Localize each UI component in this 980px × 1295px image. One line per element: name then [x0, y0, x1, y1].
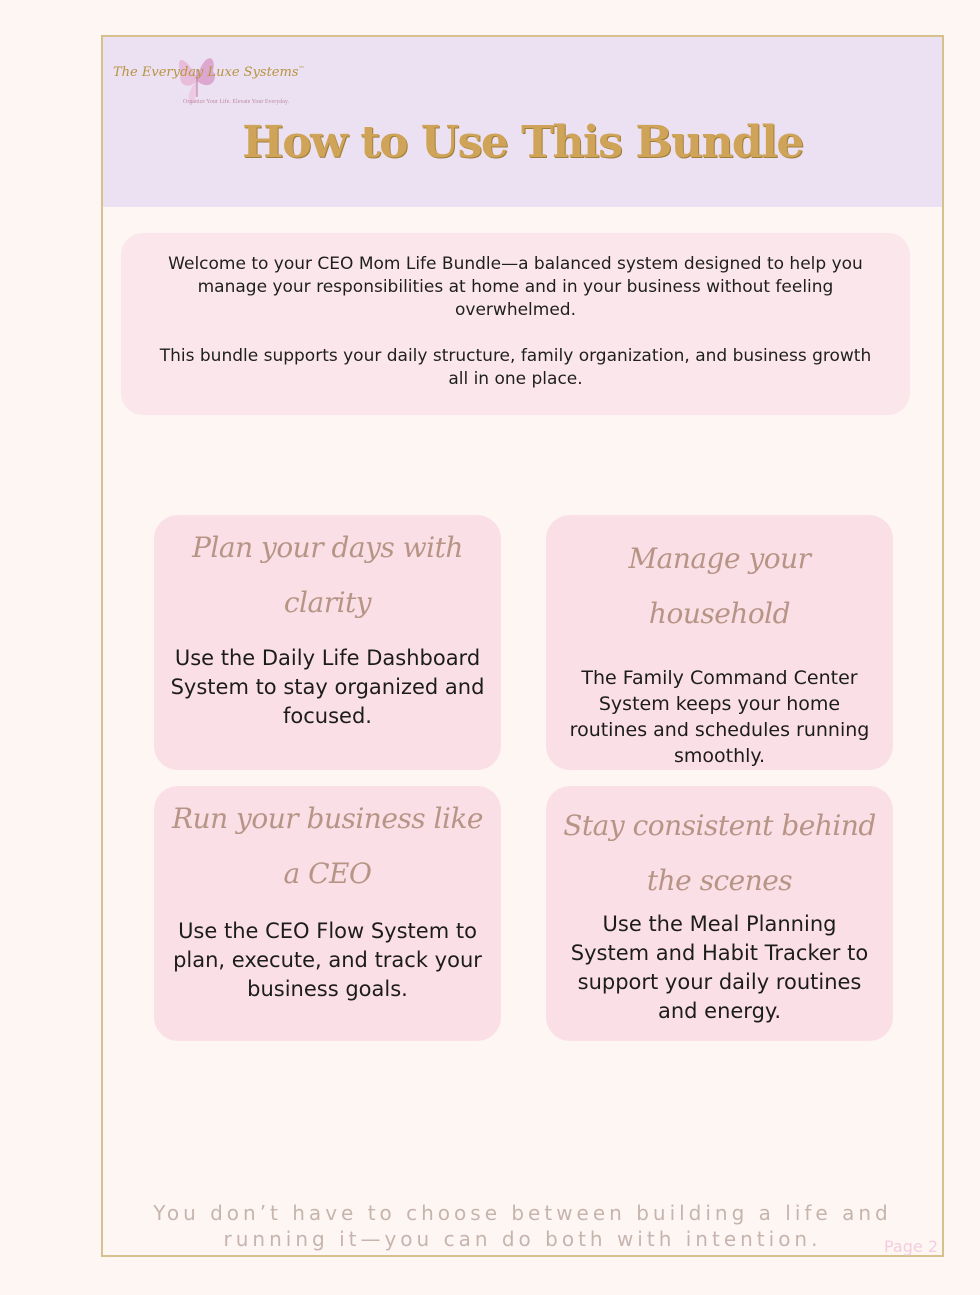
card-heading: Manage your household — [628, 542, 811, 630]
page-title: How to Use This Bundle — [242, 117, 803, 168]
card-run-business — [154, 786, 501, 1041]
closing-quote: You don’t have to choose between building a life and running it—you can do both with intention. — [153, 1201, 892, 1251]
header-band — [103, 37, 942, 207]
page-number: Page 2 — [884, 1237, 938, 1256]
intro-paragraph-welcome: Welcome to your CEO Mom Life Bundle—a balanced system designed to help you manage your responsibilities at home and in your business without feeling overwhelmed. — [168, 254, 863, 320]
card-body: Use the CEO Flow System to plan, execute, and track your business goals. — [173, 919, 482, 1001]
card-body: Use the Daily Life Dashboard System to stay organized and focused. — [170, 646, 485, 728]
card-body: The Family Command Center System keeps your home routines and schedules running smoothly. — [569, 667, 870, 767]
logo-tagline: Organize Your Life. Elevate Your Everyday. — [183, 99, 289, 105]
card-heading: Stay consistent behind the scenes — [563, 809, 876, 897]
intro-card — [121, 233, 910, 415]
brand-logo — [113, 47, 313, 117]
card-heading: Run your business like a CEO — [171, 802, 483, 890]
card-stay-consistent — [546, 786, 893, 1041]
card-body: Use the Meal Planning System and Habit Tracker to support your daily routines and energy. — [570, 912, 869, 1023]
intro-paragraph-support: This bundle supports your daily structure, family organization, and business growth all in one place. — [159, 346, 872, 389]
card-manage-household — [546, 515, 893, 770]
card-heading: Plan your days with clarity — [192, 531, 463, 619]
logo-wordmark: The Everyday Luxe Systems™ — [113, 65, 305, 80]
card-plan-days — [154, 515, 501, 770]
page-frame — [101, 35, 944, 1257]
